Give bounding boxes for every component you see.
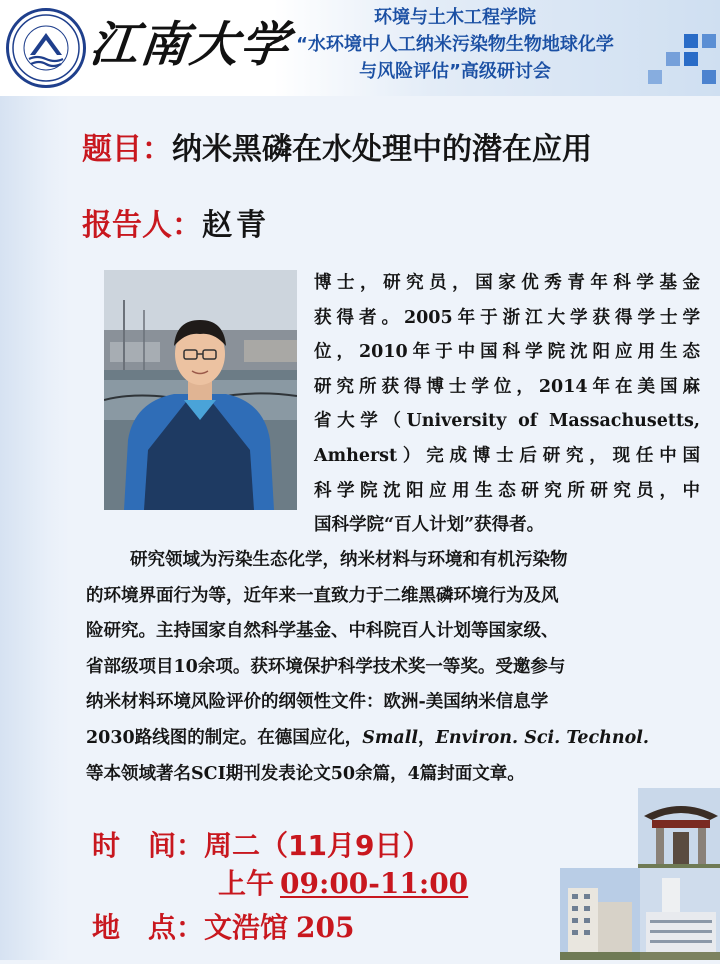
research-line: 2030路线图的制定。在德国应化，	[86, 727, 363, 748]
seminar-name-line1: “水环境中人工纳米污染物生物地球化学	[296, 34, 614, 55]
bio-line: Amherst）完成博士后研究，现任中国	[314, 445, 700, 466]
speaker-portrait-icon	[104, 270, 297, 510]
research-line-journals	[86, 721, 706, 757]
research-line: 省部级项目10余项。获环境保护科学技术奖一等奖。受邀参与	[86, 656, 566, 677]
venue-place: 文浩馆	[204, 911, 289, 944]
university-calligraphy: 江南大学	[87, 17, 293, 73]
research-line: 研究领域为污染生态化学，纳米材料与环境和有机污染物	[130, 550, 568, 570]
bio-line: 研究所获得博士学位，2014年在美国麻	[314, 376, 700, 397]
speaker-bio	[314, 266, 700, 543]
deco-square	[666, 52, 680, 66]
venue-room: 205	[296, 911, 355, 944]
speaker-label: 报告人：	[82, 208, 202, 243]
talk-topic	[82, 128, 592, 172]
bio-line: 获得者。2005年于浙江大学获得学士学	[314, 307, 700, 328]
research-line: 纳米材料环境风险评价的纲领性文件：欧洲-美国纳米信息学	[86, 692, 549, 713]
journal-est: Environ. Sci. Technol.	[435, 727, 649, 748]
bio-line: 位，2010年于中国科学院沈阳应用生态	[314, 342, 700, 363]
deco-square	[684, 34, 698, 48]
journal-small: Small	[362, 727, 419, 748]
venue-row	[92, 908, 354, 948]
deco-square	[702, 34, 716, 48]
speaker-name: 赵青	[202, 208, 270, 243]
time-label: 时 间：	[92, 829, 205, 862]
bio-line: 博士，研究员，国家优秀青年科学基金	[314, 273, 700, 293]
deco-square	[702, 70, 716, 84]
seminar-title	[270, 4, 640, 85]
college-name: 环境与土木工程学院	[374, 7, 536, 28]
topic-label: 题目：	[82, 132, 172, 167]
bio-line: 国科学院“百人计划”获得者。	[314, 515, 545, 536]
time-day: 周二（11月9日）	[204, 829, 431, 862]
campus-buildings-icon	[560, 788, 720, 960]
speaker-photo	[104, 270, 297, 510]
seminar-name-line2: 与风险评估”高级研讨会	[359, 61, 551, 82]
journal-separator: ，	[418, 727, 436, 748]
venue-label: 地 点：	[92, 911, 205, 944]
bio-line: 科学院沈阳应用生态研究所研究员，中	[314, 480, 700, 501]
topic-text: 纳米黑磷在水处理中的潜在应用	[172, 132, 592, 167]
research-line: 的环境界面行为等，近年来一直致力于二维黑磷环境行为及风	[86, 585, 559, 606]
research-line: 等本领域著名SCI期刊发表论文50余篇，4篇封面文章。	[86, 763, 525, 784]
time-hours: 09:00-11:00	[280, 867, 469, 900]
time-period: 上午	[218, 867, 275, 900]
bio-line: 省大学（University of Massachusetts,	[314, 411, 700, 432]
deco-square	[684, 52, 698, 66]
time-period-row	[218, 864, 468, 904]
research-description	[86, 543, 706, 792]
header-banner	[0, 0, 720, 96]
research-line: 险研究。主持国家自然科学基金、中科院百人计划等国家级、	[86, 621, 559, 642]
campus-photos	[560, 788, 720, 960]
deco-square	[648, 70, 662, 84]
logo-emblem-icon	[9, 11, 83, 85]
time-row	[92, 826, 430, 866]
speaker-line	[82, 204, 270, 248]
left-gradient-band	[0, 96, 70, 960]
university-logo	[6, 8, 86, 88]
